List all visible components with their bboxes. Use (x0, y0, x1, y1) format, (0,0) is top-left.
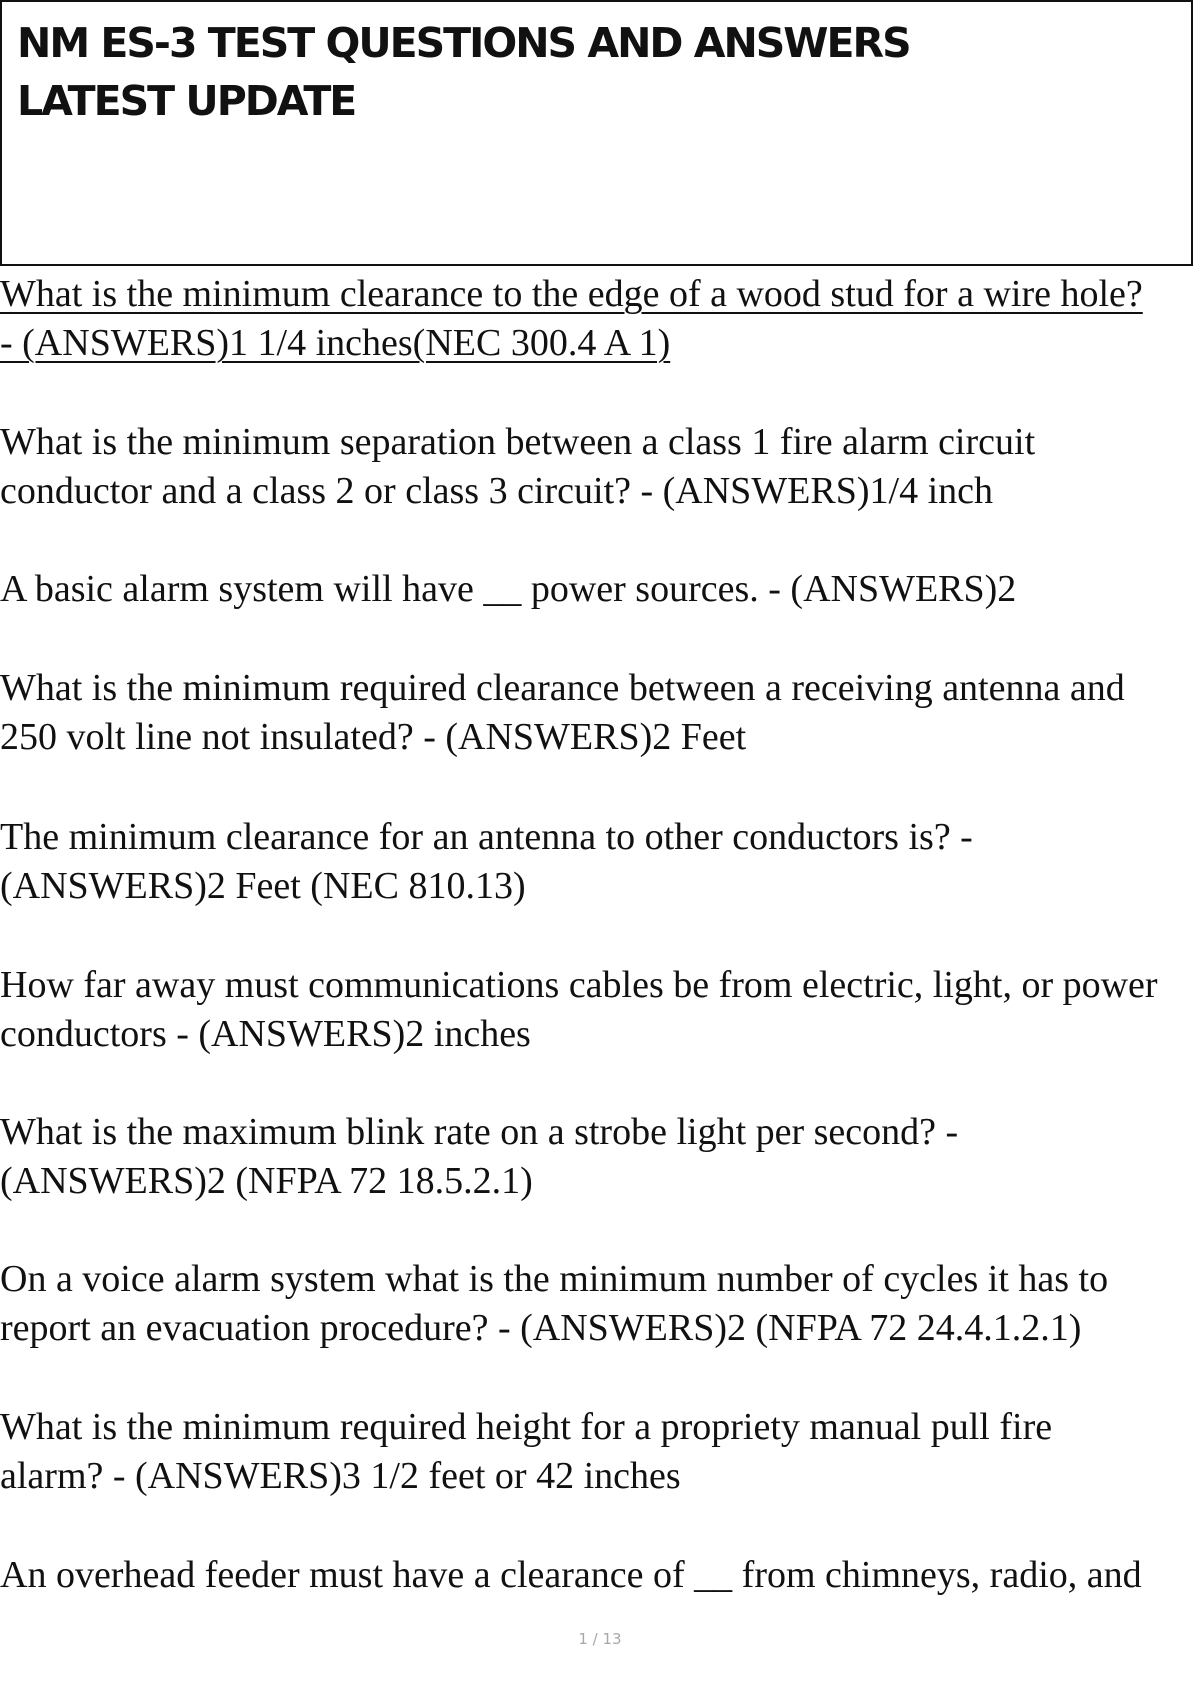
qa-line: What is the minimum separation between a class 1 fire alarm circuit (0, 421, 1036, 463)
qa-item (0, 961, 1198, 1059)
title-box (0, 0, 1193, 266)
qa-item (0, 418, 1198, 516)
qa-line: What is the minimum required clearance between a receiving antenna and (0, 667, 1125, 709)
qa-item (0, 813, 1198, 911)
qa-item (0, 565, 1198, 614)
qa-line: An overhead feeder must have a clearance of __ from chimneys, radio, and (0, 1554, 1142, 1596)
qa-line: How far away must communications cables be from electric, light, or power (0, 964, 1158, 1006)
qa-line: report an evacuation procedure? - (ANSWERS)2 (NFPA 72 24.4.1.2.1) (0, 1307, 1082, 1349)
qa-item (0, 1551, 1198, 1600)
qa-line: What is the minimum required height for a propriety manual pull fire (0, 1406, 1053, 1448)
qa-line: (ANSWERS)2 (NFPA 72 18.5.2.1) (0, 1160, 533, 1202)
qa-item (0, 270, 1198, 368)
qa-line: conductor and a class 2 or class 3 circuit? - (ANSWERS)1/4 inch (0, 470, 994, 512)
qa-item (0, 664, 1198, 762)
qa-line: A basic alarm system will have __ power sources. - (ANSWERS)2 (0, 568, 1017, 610)
qa-line: (ANSWERS)2 Feet (NEC 810.13) (0, 865, 526, 907)
qa-line: What is the maximum blink rate on a strobe light per second? - (0, 1111, 959, 1153)
page-number: 1 / 13 (578, 1630, 622, 1648)
qa-item (0, 1255, 1198, 1353)
qa-line: conductors - (ANSWERS)2 inches (0, 1013, 531, 1055)
qa-line: - (ANSWERS)1 1/4 inches(NEC 300.4 A 1) (0, 322, 671, 364)
document-title: NM ES-3 TEST QUESTIONS AND ANSWERS LATEST UPDATE (17, 19, 910, 125)
qa-line: On a voice alarm system what is the minimum number of cycles it has to (0, 1258, 1109, 1300)
qa-item (0, 1108, 1198, 1206)
qa-line: What is the minimum clearance to the edge of a wood stud for a wire hole? (0, 273, 1143, 315)
qa-line: The minimum clearance for an antenna to other conductors is? - (0, 816, 973, 858)
qa-item (0, 1403, 1198, 1501)
qa-line: 250 volt line not insulated? - (ANSWERS)2 Feet (0, 716, 747, 758)
qa-line: alarm? - (ANSWERS)3 1/2 feet or 42 inches (0, 1455, 681, 1497)
